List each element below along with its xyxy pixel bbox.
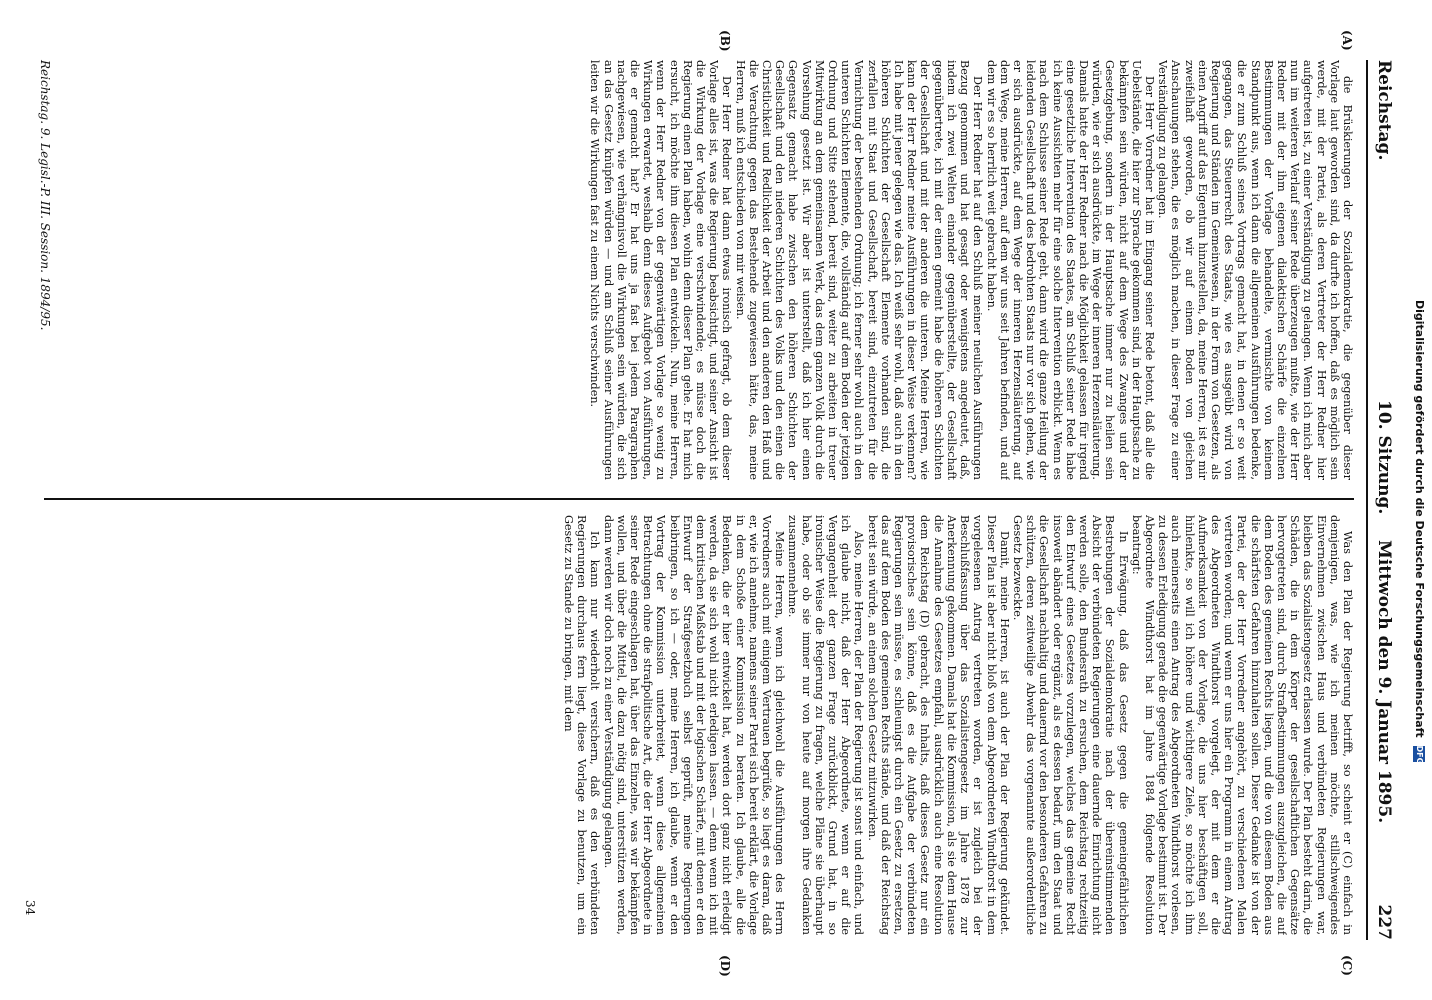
paragraph: Der Herr Redner hat auf den Schluß meiner neulichen Ausführungen Bezug genommen und hat gesagt oder wenigstens angedeutet, daß, indem ich zwei Welten einander gegenüberstellte, der Gesellschaft gegenübertrete, ich mit der einen gemeint habe die höheren Schichten der Gesellschaft und mit der anderen die unteren. Meine Herren, wie kann der Herr Redner meine Ausführungen in dieser Weise verkennen? Ich habe mit jener gelegen wie das. Ich weiß sehr wohl, daß auch in den höheren Schichten der Gesellschaft Elemente vorhanden sind, die zerfallen mit Staat und Gesellschaft, bereit sind, einzutreten für die Vernichtung der bestehenden Ordnung; ich ferner sehr wohl auch in den unteren Schichten Elemente, die, vollständig auf dem Boden der jetzigen Ordnung und Sitte stehend, bereit sind, weiter zu arbeiten in treuer Mitwirkung an dem gemeinsamen Werk, das dem ganzen Volk durch die Vorsehung gesetzt ist. Wir aber ist unterstellt, daß ich hier einen Gegensatz gemacht habe zwischen den höheren Schichten der Gesellschaft und den niederen Schichten des Volks und den einen die Christlichkeit und Redlichkeit der Arbeit und den anderen den Haß und die Verachtung gegen das Bestehende zugewiesen hätte, das, meine Herren, muß ich entschieden von mir weisen.	[733, 60, 985, 480]
scan-attribution	[1408, 0, 1430, 1000]
paragraph: Ich kann nur wiederholt versichern, daß es den verbündeten Regierungen durchaus fern liegt, diese Vorlage zu benutzen, um ein Gesetz zu Stande zu bringen, mit dem	[562, 515, 602, 935]
paragraph: Also, meine Herren, der Plan der Regierung ist sonst und einfach, und ich glaube nicht, daß der Herr Abgeordnete, wenn er auf die Vergangenheit der ganzen Frage zurückblickt, Grund hat, in so ironischer Weise die Regierung zu fragen, welche Pläne sie überhaupt habe, oder ob sie immer nur von heute auf morgen ihre Gedanken zusammennehme.	[786, 515, 866, 935]
header-left: Reichstag.	[1374, 60, 1394, 161]
paragraph: Der Herr Redner hat dann etwas ironisch gefragt, ob dem dieser Vorlage alles ist, was die Regierung beabsichtigt, und seiner Ansicht ist die Wirkung der Vorlage eine verschwindende; es müsse doch die Regierung einen Plan haben, wohin denn dieser Plan gehe. Er hat mich ersucht, ich möchte ihm diesen Plan entwickeln. Nun, meine Herren, wenn der Herr Redner von der gegenwärtigen Vorlage so wenig zu Wirkungen erwartet, weshalb denn dieses Aufgebot von Ausführungen, die er gemacht hat? Er hat uns ja fast bei jedem Paragraphen nachgewiesen, wie verhängnisvoll die Wirkungen sein würden, die sich an das Gesetz knüpfen würden — und am Schluß seiner Ausführungen leiten wir die Wirkungen fast zu einem Nichts verschwinden.	[588, 60, 734, 480]
marker-c: (C)	[1340, 955, 1354, 976]
scan-attribution-text: Digitalisierung gefördert durch die Deutsche Forschungsgemeinschaft	[1413, 300, 1426, 738]
right-column	[54, 515, 1354, 935]
paragraph: Der Herr Vorredner hat im Eingang seiner Rede betont, daß alle die Uebelstände, die hier zur Sprache gekommen sind, in der Hauptsache zu bekämpfen sein würden, nicht auf dem Wege des Zwanges und der Gesetzgebung, sondern in der Hauptsache immer nur zu heilen sein würden, wie er sich ausdrückte, im Wege der inneren Herzensläuterung. Damals hatte der Herr Redner nach die Möglichkeit gelassen für irgend eine gesetzliche Intervention des Staates, am Schluß seiner Rede habe ich keine Aussichten mehr für eine solche Intervention erblickt. Wenn es nach dem Schlusse seiner Rede geht, dann wird die ganze Heilung der leidenden Gesellschaft und des bedrohten Staats nur vor sich gehen, wie er sich ausdrückte, auf dem Wege der inneren Herzensläuterung, auf dem Wege, meine Herren, auf dem wir uns seit Jahren befinden, und auf dem wir es so herrlich weit gebracht haben.	[984, 60, 1156, 480]
paragraph: In Erwägung, daß das Gesetz gegen die gemeingefährlichen Bestrebungen der Sozialdemokratie nach der übereinstimmenden Absicht der verbündeten Regierungen eine dauernde Einrichtung nicht werden solle, den Bundesrath zu ersuchen, dem Reichstag rechtzeitig den Entwurf eines Gesetzes vorzulegen, welches das gemeine Recht insoweit abändert oder ergänzt, als es dessen bedarf, um den Staat und die Gesellschaft nachhaltig und dauernd vor den besonderen Gefahren zu schützen, deren zeitweilige Abwehr das vorgenannte außerordentliche Gesetz bezweckte.	[1010, 515, 1130, 935]
marker-b: (B)	[718, 30, 732, 52]
page-header	[1372, 60, 1394, 940]
header-right: Mittwoch den 9. Januar 1895.	[1374, 540, 1394, 824]
left-column	[54, 60, 1354, 480]
dfg-logo-icon: DFG	[1415, 745, 1424, 765]
paragraph: Damit, meine Herren, ist auch der Plan der Regierung gekündet. Dieser Plan ist aber nicht bloß von dem Abgeordneten Windthorst in dem vorgelesenen Antrag vertreten worden, er ist zugleich bei der Beschlußfassung über das Sozialistengesetz im Jahre 1878 zur Anerkennung gekommen. Damals hat die Kommission, als sie dem Hause die Annahme des Gesetzes empfahl, ausdrücklich auch eine Resolution dem Reichstag (D) gebracht, des Inhalts, daß dieses Gesetz nur ein provisorisches sein könne, daß es die Aufgabe der verbündeten Regierungen sein müsse, es schleunigst durch ein Gesetz zu ersetzen, das auf dem Boden des gemeinen Rechts stände, und daß der Reichstag bereit sein würde, an einem solchen Gesetz mitzuwirken.	[865, 515, 1011, 935]
marker-a: (A)	[1340, 30, 1354, 51]
sheet-number: 34	[23, 900, 37, 916]
paragraph: die Brüskierungen der Sozialdemokratie, die gegenüber dieser Vorlage laut geworden sind, da durfte ich hoffen, daß es möglich sein werde, mit der Partei, als deren Vertreter der Herr Redner hier aufgetreten ist, zu einer Verständigung zu gelangen. Wenn ich mich aber nun im weiteren Verlauf seiner Rede überzeugen mußte, wie der Herr Redner mit der ihm eigenen dialektischen Schärfe die einzelnen Bestimmungen der Vorlage behandelte, vermischte von keinem Standpunkt aus, wenn ich dann die allgemeinen Ausführungen bedenke, die er zum Schluß seines Vortrags gemacht hat, in denen er so weit gegangen, das Steuerrecht des Staats, wie es ausgeübt wird von Regierung und Ständen im Gemeinwesen, in der Form von Gesetzen, als einen Angriff auf das Eigentum hinzustellen, da, meine Herren, ist es mir zweifelhaft geworden, ob wir auf einem Boden von gleichen Anschauungen stehen, die es möglich machen, in dieser Frage zu einer Verständigung zu gelangen.	[1156, 60, 1354, 480]
column-divider	[44, 498, 1354, 500]
paragraph: Was den Plan der Regierung betrifft, so scheint er (C) einfach in demjenigen, was, wie ich meinen möchte, stillschweigendes Einvernehmen zwischen Haus und verbündeten Regierungen war, bleiben das Sozialistengesetz erlassen wurde. Der Plan besteht darin, die Schäden, die in dem Körper der gesellschaftlichen Gegensätze hervorgetreten sind, durch Strafbestimmungen auszugleichen, die auf dem Boden des gemeinen Rechts liegen, und die von diesem Boden aus die schärfsten Gefahren hinzuhalten sollen. Dieser Gedanke ist von der Partei, der der Herr Vorredner angehört, zu verschiedenen Malen vertreten worden; und wenn er uns hier ein Programm in einem Antrag des Abgeordneten Windthorst vorgelegt, der mit dem er die Aufmerksamkeit von der Vorlage, die uns hier beschäftigen soll, hinlenkte, so will ich höhere und wichtigere Ziele, so möchte ich ihm auch meinerseits einen Antrag des Abgeordneten Windthorst vorlesen, zu dessen Erledigung gerade die gegenwärtige Vorlage bestimmt ist. Der Abgeordnete Windthorst hat im Jahre 1884 folgende Resolution beantragt:	[1129, 515, 1354, 935]
marker-d: (D)	[718, 955, 732, 977]
footer-source: Reichstag. 9. Legisl.-P. III. Session. 1894/95.	[38, 60, 52, 331]
header-rule	[1366, 60, 1368, 940]
page-number: 227	[1374, 904, 1394, 940]
header-center: 10. Sitzung.	[1374, 400, 1394, 515]
paragraph: Meine Herren, wenn ich gleichwohl die Ausführungen des Herrn Vorredners auch mit einigem Vertrauen begrüße, so liegt es daran, daß er, wie ich annehme, namens seiner Partei sich bereit erklärt, die Vorlage in dem Schoße einer Kommission zu beraten. Ich glaube, alle die Bedenken, die er hier entwickelt hat, werden dort ganz nicht erledigt werden, da sie sich wohl nicht erledigen lassen. — denn wenn ich mit dem kritischen Maßstab und mit der logischen Schärfe, mit denen er den Entwurf der Strafgesetzbuch selbst geprüft, meine Regierungen beibringen, so ich — oder, meine Herren, ich glaube, wenn er den Vortrag der Kommission unterbreitet, wenn diese allgemeinen Betrachtungen ohne die strafpolitische Art, die der Herr Abgeordnete in seiner Rede eingeschlagen hat, über das Einzelne, was wir bekämpfen wollen, und über die Mittel, die dazu nötig sind, unterstützen werden, dann werden wir doch noch zu einer Verständigung gelangen.	[601, 515, 787, 935]
